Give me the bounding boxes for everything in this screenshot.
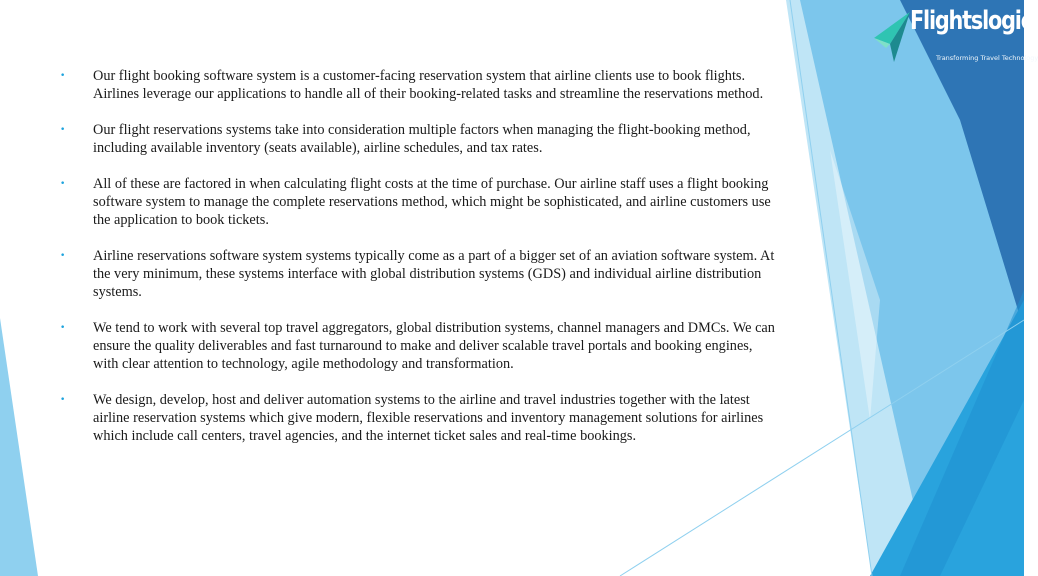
bullet-text: All of these are factored in when calculating flight costs at the time of purchase. Our airline staff uses a flight booking software system to manage the complete reservations method, which might be sophisticated, and airline customers use the application to book tickets. bbox=[93, 176, 771, 228]
bullet-item bbox=[60, 391, 776, 445]
bullet-dot: • bbox=[60, 395, 66, 405]
bullet-item bbox=[60, 121, 776, 157]
bullet-dot: • bbox=[60, 323, 66, 333]
paper-plane-icon bbox=[872, 8, 912, 64]
bullet-item bbox=[60, 67, 776, 103]
bullet-dot: • bbox=[60, 125, 66, 135]
bullet-list bbox=[60, 67, 776, 463]
bullet-item bbox=[60, 319, 776, 373]
bullet-text: Airline reservations software system systems typically come as a part of a bigger set of an aviation software system. At the very minimum, these systems interface with global distribution systems (GDS) and individual airline distribution systems. bbox=[93, 248, 775, 300]
bullet-text: Our flight booking software system is a customer-facing reservation system that airline clients use to book flights. Airlines leverage our applications to handle all of their booking-related tasks and streamline the reservations method. bbox=[93, 68, 764, 102]
bullet-item bbox=[60, 175, 776, 229]
bullet-dot: • bbox=[60, 179, 66, 189]
company-logo bbox=[868, 4, 1038, 66]
bullet-item bbox=[60, 247, 776, 301]
left-accent-shape bbox=[0, 318, 38, 576]
logo-name: Flightslogic bbox=[910, 6, 1032, 36]
logo-tagline: Transforming Travel Technology bbox=[936, 54, 1038, 62]
bullet-dot: • bbox=[60, 71, 66, 81]
bullet-dot: • bbox=[60, 251, 66, 261]
bullet-text: Our flight reservations systems take into consideration multiple factors when managing the flight-booking method, including available inventory (seats available), airline schedules, and tax rates. bbox=[93, 122, 751, 156]
bullet-text: We design, develop, host and deliver automation systems to the airline and travel industries together with the latest airline reservation systems which give modern, flexible reservations and inventory management solutions for airlines which include call centers, travel agencies, and the internet ticket sales and real-time bookings. bbox=[93, 392, 764, 444]
bullet-text: We tend to work with several top travel aggregators, global distribution systems, channel managers and DMCs. We can ensure the quality deliverables and fast turnaround to make and deliver scalable travel portals and booking engines, with clear attention to technology, agile methodology and transformation. bbox=[93, 320, 775, 372]
